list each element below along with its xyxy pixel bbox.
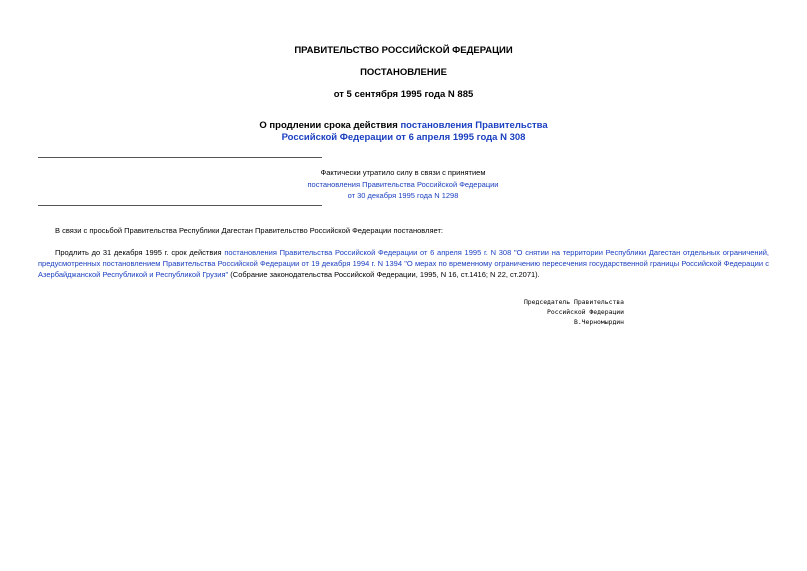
resolution-prefix: Продлить до 31 декабря 1995 г. срок действия [55,248,225,257]
document-date-number: от 5 сентября 1995 года N 885 [333,89,474,100]
title-prefix: О продлении срока действия [259,120,401,131]
signature-title: Председатель Правительства [523,298,624,306]
resolution-link[interactable]: постановления Правительства Российской Федерации от 6 апреля 1995 г. N 308 "О снятии на территории Республики Дагестан отдельных ограничений, предусмотренных постановлением Правительства Российской Федерации от 19 декабря 1994 г. N 1394 "О мерах по временному ограничению пересечения государственной границы Российской Федерации с Азербайджанской Республикой и Республикой Грузия" [38,248,770,279]
bottom-divider [38,205,322,206]
preamble-paragraph: В связи с просьбой Правительства Республики Дагестан Правительство Российской Федерации постановляет: [55,226,443,235]
top-divider [38,157,322,158]
title-link-part1[interactable]: постановления Правительства [400,120,548,131]
resolution-suffix: (Собрание законодательства Российской Федерации, 1995, N 16, ст.1416; N 22, ст.2071). [228,270,540,279]
status-note-link-line1[interactable]: постановления Правительства Российской Федерации [307,179,499,189]
signature-office: Российской Федерации [547,308,624,316]
status-note-link-line2[interactable]: от 30 декабря 1995 года N 1298 [347,191,459,200]
document-title-line1 [0,120,807,132]
status-note-text: Фактически утратило силу в связи с принятием [320,168,486,177]
document-title-line2 [0,132,807,144]
document-type: ПОСТАНОВЛЕНИЕ [360,67,447,78]
status-note [202,167,604,202]
issuing-authority: ПРАВИТЕЛЬСТВО РОССИЙСКОЙ ФЕДЕРАЦИИ [294,45,513,56]
signature-block [440,297,624,327]
resolution-paragraph [38,247,769,280]
title-link-part2[interactable]: Российской Федерации от 6 апреля 1995 года N 308 [281,132,526,143]
signature-name: В.Черномырдин [573,318,624,326]
